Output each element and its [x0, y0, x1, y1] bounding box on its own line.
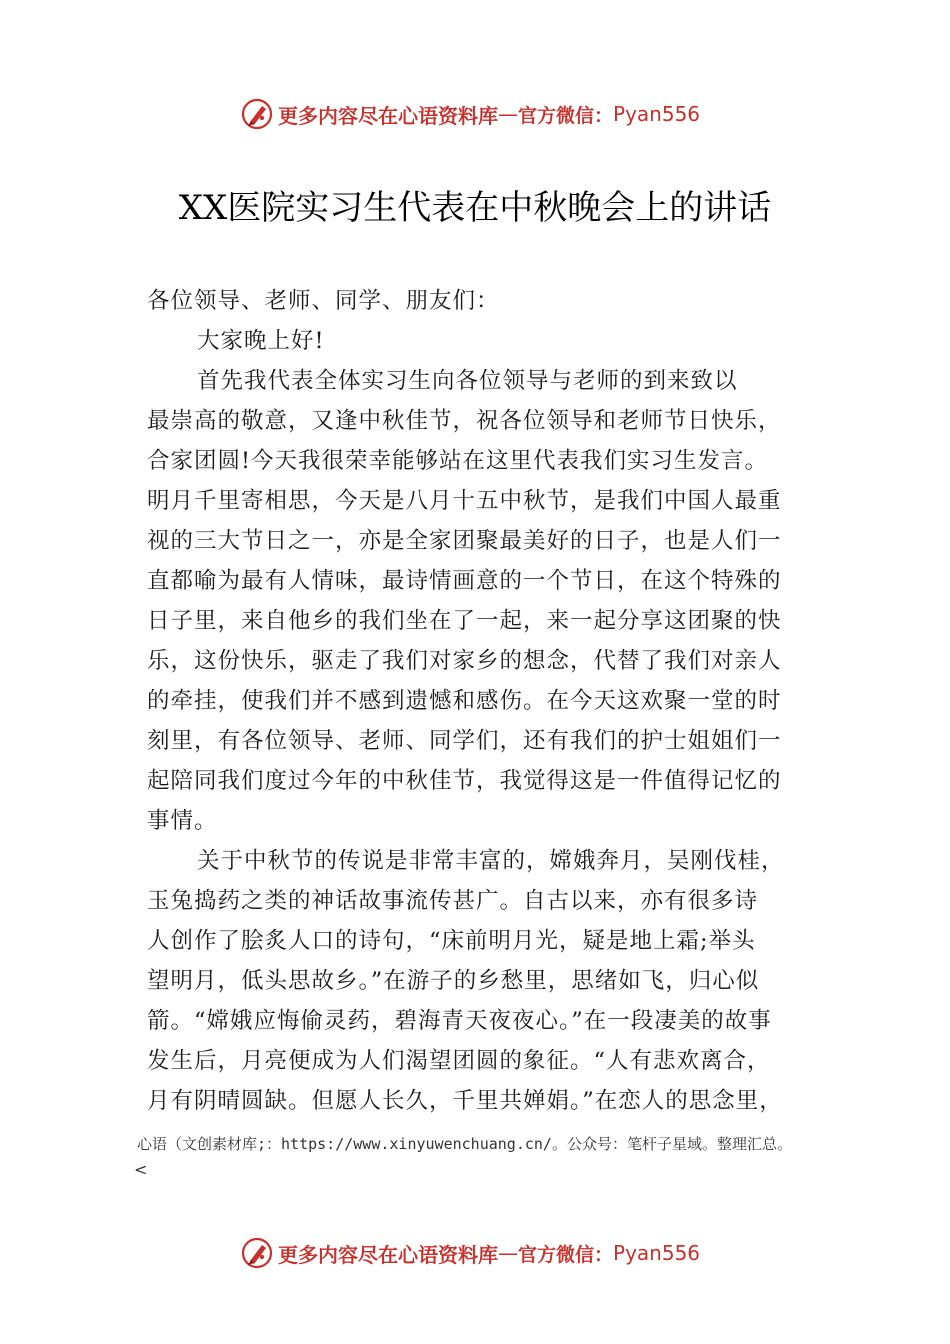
body-line: 刻里，有各位领导、老师、同学们，还有我们的护士姐姐们一 — [147, 728, 782, 754]
pen-nib-logo-icon — [240, 97, 274, 131]
body-line: 大家晚上好! — [197, 328, 325, 354]
footer-banner[interactable] — [240, 1236, 700, 1270]
body-line: 关于中秋节的传说是非常丰富的，嫦娥奔月，吴刚伐桂， — [197, 848, 785, 874]
body-line: 最崇高的敬意，又逢中秋佳节，祝各位领导和老师节日快乐， — [147, 408, 782, 434]
body-line: 日子里，来自他乡的我们坐在了一起，来一起分享这团聚的快 — [147, 608, 782, 634]
body-line: 望明月，低头思故乡。”在游子的乡愁里，思绪如飞，归心似 — [147, 968, 760, 994]
banner-wechat-label: 官方微信： — [518, 104, 614, 127]
footer-source-note: 心语（文创素材库;：https://www.xinyuwenchuang.cn/。公众号：笔杆子星域。整理汇总。 — [137, 1135, 792, 1153]
banner-dash: — — [498, 1241, 518, 1265]
body-line: 起陪同我们度过今年的中秋佳节，我觉得这是一件值得记忆的 — [147, 768, 782, 794]
pen-nib-logo-icon — [240, 1236, 274, 1270]
body-line: 各位领导、老师、同学、朋友们： — [147, 288, 500, 314]
body-line: 发生后，月亮便成为人们渴望团圆的象征。“人有悲欢离合， — [147, 1048, 771, 1074]
banner-site-text: 更多内容尽在心语资料库 — [278, 103, 498, 128]
banner-site-text: 更多内容尽在心语资料库 — [278, 1242, 498, 1267]
banner-wechat-id: Pyan556 — [613, 102, 701, 126]
body-line: 月有阴晴圆缺。但愿人长久，千里共婵娟。”在恋人的思念里， — [147, 1088, 783, 1114]
body-line: 直都喻为最有人情味，最诗情画意的一个节日，在这个特殊的 — [147, 568, 782, 594]
banner-wechat-label: 官方微信： — [518, 1243, 614, 1266]
footer-arrow-icon: < — [134, 1160, 148, 1179]
body-line: 人创作了脍炙人口的诗句，“床前明月光，疑是地上霜;举头 — [147, 928, 756, 954]
body-line: 明月千里寄相思，今天是八月十五中秋节，是我们中国人最重 — [147, 488, 782, 514]
body-line: 箭。“嫦娥应悔偷灵药，碧海青天夜夜心。”在一段凄美的故事 — [147, 1008, 772, 1034]
body-line: 合家团圆!今天我很荣幸能够站在这里代表我们实习生发言。 — [147, 448, 769, 474]
banner-dash: — — [498, 102, 518, 126]
header-banner[interactable] — [240, 97, 700, 131]
body-line: 乐，这份快乐，驱走了我们对家乡的想念，代替了我们对亲人 — [147, 648, 782, 674]
document-title: XX医院实习生代表在中秋晚会上的讲话 — [178, 188, 772, 228]
body-line: 事情。 — [147, 808, 218, 834]
body-line: 玉兔捣药之类的神话故事流传甚广。自古以来，亦有很多诗 — [147, 888, 759, 914]
body-line: 的牵挂，使我们并不感到遗憾和感伤。在今天这欢聚一堂的时 — [147, 688, 782, 714]
body-line: 视的三大节日之一，亦是全家团聚最美好的日子，也是人们一 — [147, 528, 782, 554]
body-line: 首先我代表全体实习生向各位领导与老师的到来致以 — [197, 368, 738, 394]
banner-wechat-id: Pyan556 — [613, 1241, 701, 1265]
